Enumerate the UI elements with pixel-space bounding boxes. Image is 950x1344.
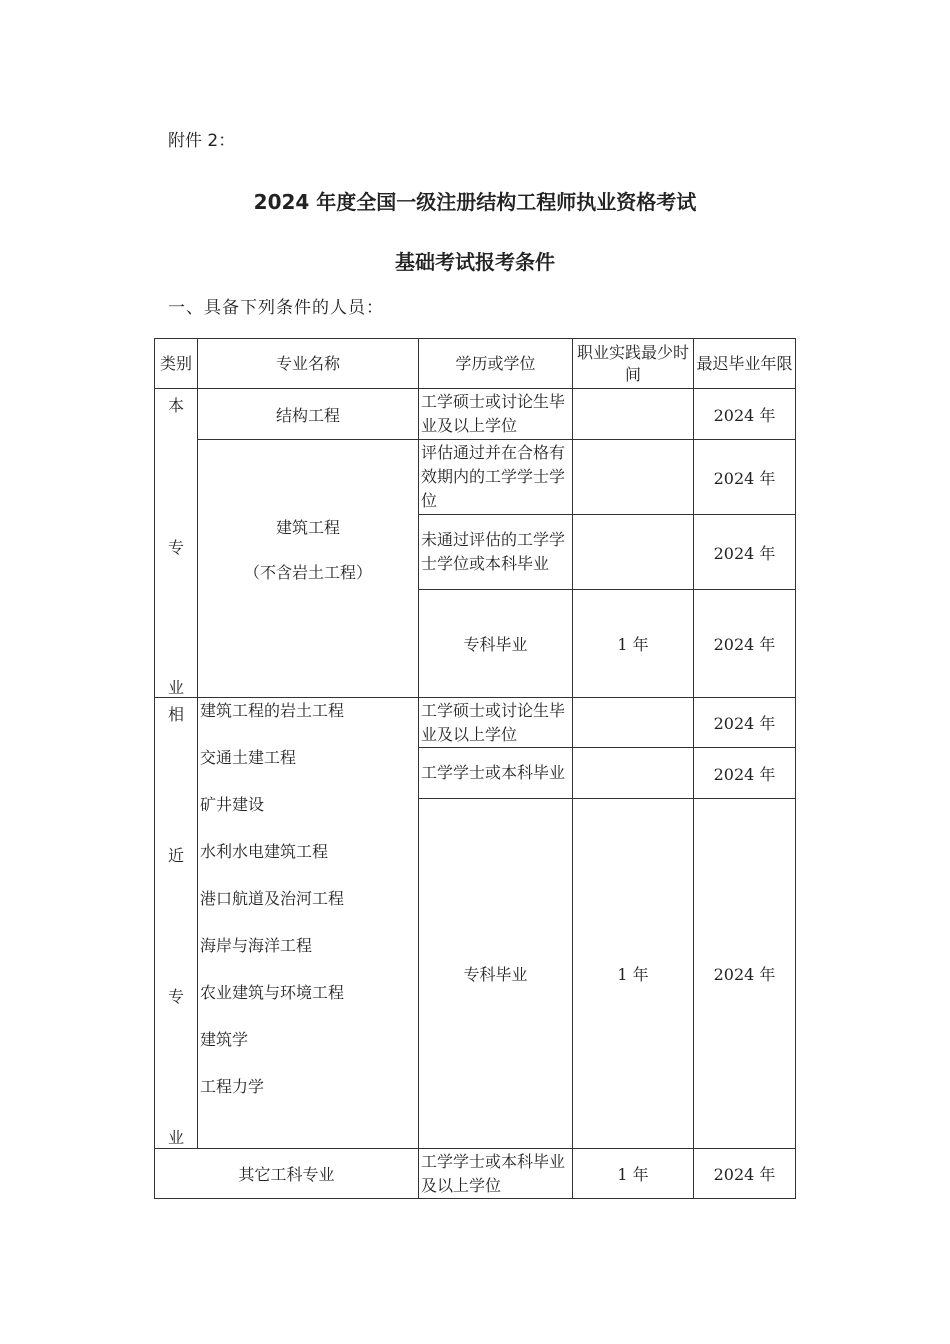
degree-cell: 工学学士或本科毕业 (419, 748, 573, 799)
major-name: 建筑工程 (275, 517, 340, 537)
requirements-table (154, 338, 796, 1199)
list-item: 交通土建工程 (200, 748, 297, 767)
list-item: 建筑工程的岩土工程 (200, 701, 345, 720)
practice-cell (573, 389, 694, 440)
list-item: 矿井建设 (200, 795, 265, 814)
graduation-cell: 2024 年 (694, 1149, 796, 1199)
graduation-cell: 2024 年 (694, 389, 796, 440)
degree-cell: 工学学士或本科毕业及以上学位 (419, 1149, 573, 1199)
header-practice: 职业实践最少时间 (573, 339, 694, 389)
table-row (155, 1149, 796, 1199)
major-note: （不含岩土工程） (243, 562, 372, 582)
major-cell-other: 其它工科专业 (155, 1149, 419, 1199)
degree-cell: 未通过评估的工学学士学位或本科毕业 (419, 515, 573, 590)
category-char: 近 (167, 846, 184, 865)
practice-cell: 1 年 (573, 799, 694, 1149)
degree-cell: 工学硕士或讨论生毕业及以上学位 (419, 389, 573, 440)
practice-cell (573, 515, 694, 590)
table-row (155, 440, 796, 515)
degree-cell: 专科毕业 (419, 590, 573, 698)
graduation-cell: 2024 年 (694, 590, 796, 698)
graduation-cell: 2024 年 (694, 698, 796, 748)
header-graduation: 最迟毕业年限 (694, 339, 796, 389)
major-cell: 结构工程 (198, 389, 419, 440)
related-majors-list (198, 698, 419, 1149)
degree-cell: 评估通过并在合格有效期内的工学学士学位 (419, 440, 573, 515)
practice-cell (573, 698, 694, 748)
list-item: 建筑学 (200, 1030, 249, 1049)
list-item: 水利水电建筑工程 (200, 842, 329, 861)
graduation-cell: 2024 年 (694, 515, 796, 590)
section-heading: 一、具备下列条件的人员： (168, 298, 384, 318)
graduation-cell: 2024 年 (694, 799, 796, 1149)
header-degree: 学历或学位 (419, 339, 573, 389)
practice-cell (573, 440, 694, 515)
document-title: 2024 年度全国一级注册结构工程师执业资格考试 (253, 190, 697, 214)
list-item: 农业建筑与环境工程 (200, 983, 345, 1002)
graduation-cell: 2024 年 (694, 748, 796, 799)
table-header-row (155, 339, 796, 389)
practice-cell: 1 年 (573, 1149, 694, 1199)
category-char: 专 (167, 987, 184, 1006)
category-char: 业 (167, 1128, 184, 1147)
degree-cell: 专科毕业 (419, 799, 573, 1149)
header-major: 专业名称 (198, 339, 419, 389)
table-row (155, 389, 796, 440)
category-char: 相 (167, 705, 184, 724)
practice-cell: 1 年 (573, 590, 694, 698)
category-char: 业 (167, 678, 184, 697)
degree-cell: 工学硕士或讨论生毕业及以上学位 (419, 698, 573, 748)
major-cell-group (198, 440, 419, 698)
attachment-label: 附件 2： (168, 131, 236, 151)
category-cell-ben (155, 389, 198, 698)
document-subtitle: 基础考试报考条件 (395, 250, 555, 274)
category-cell-xiangjin (155, 698, 198, 1149)
list-item: 海岸与海洋工程 (200, 936, 313, 955)
list-item: 港口航道及治河工程 (200, 889, 345, 908)
list-item: 工程力学 (200, 1077, 265, 1096)
category-char: 本 (167, 396, 184, 415)
practice-cell (573, 748, 694, 799)
table-row (155, 698, 796, 748)
graduation-cell: 2024 年 (694, 440, 796, 515)
category-char: 专 (167, 538, 184, 557)
header-category: 类别 (155, 339, 198, 389)
